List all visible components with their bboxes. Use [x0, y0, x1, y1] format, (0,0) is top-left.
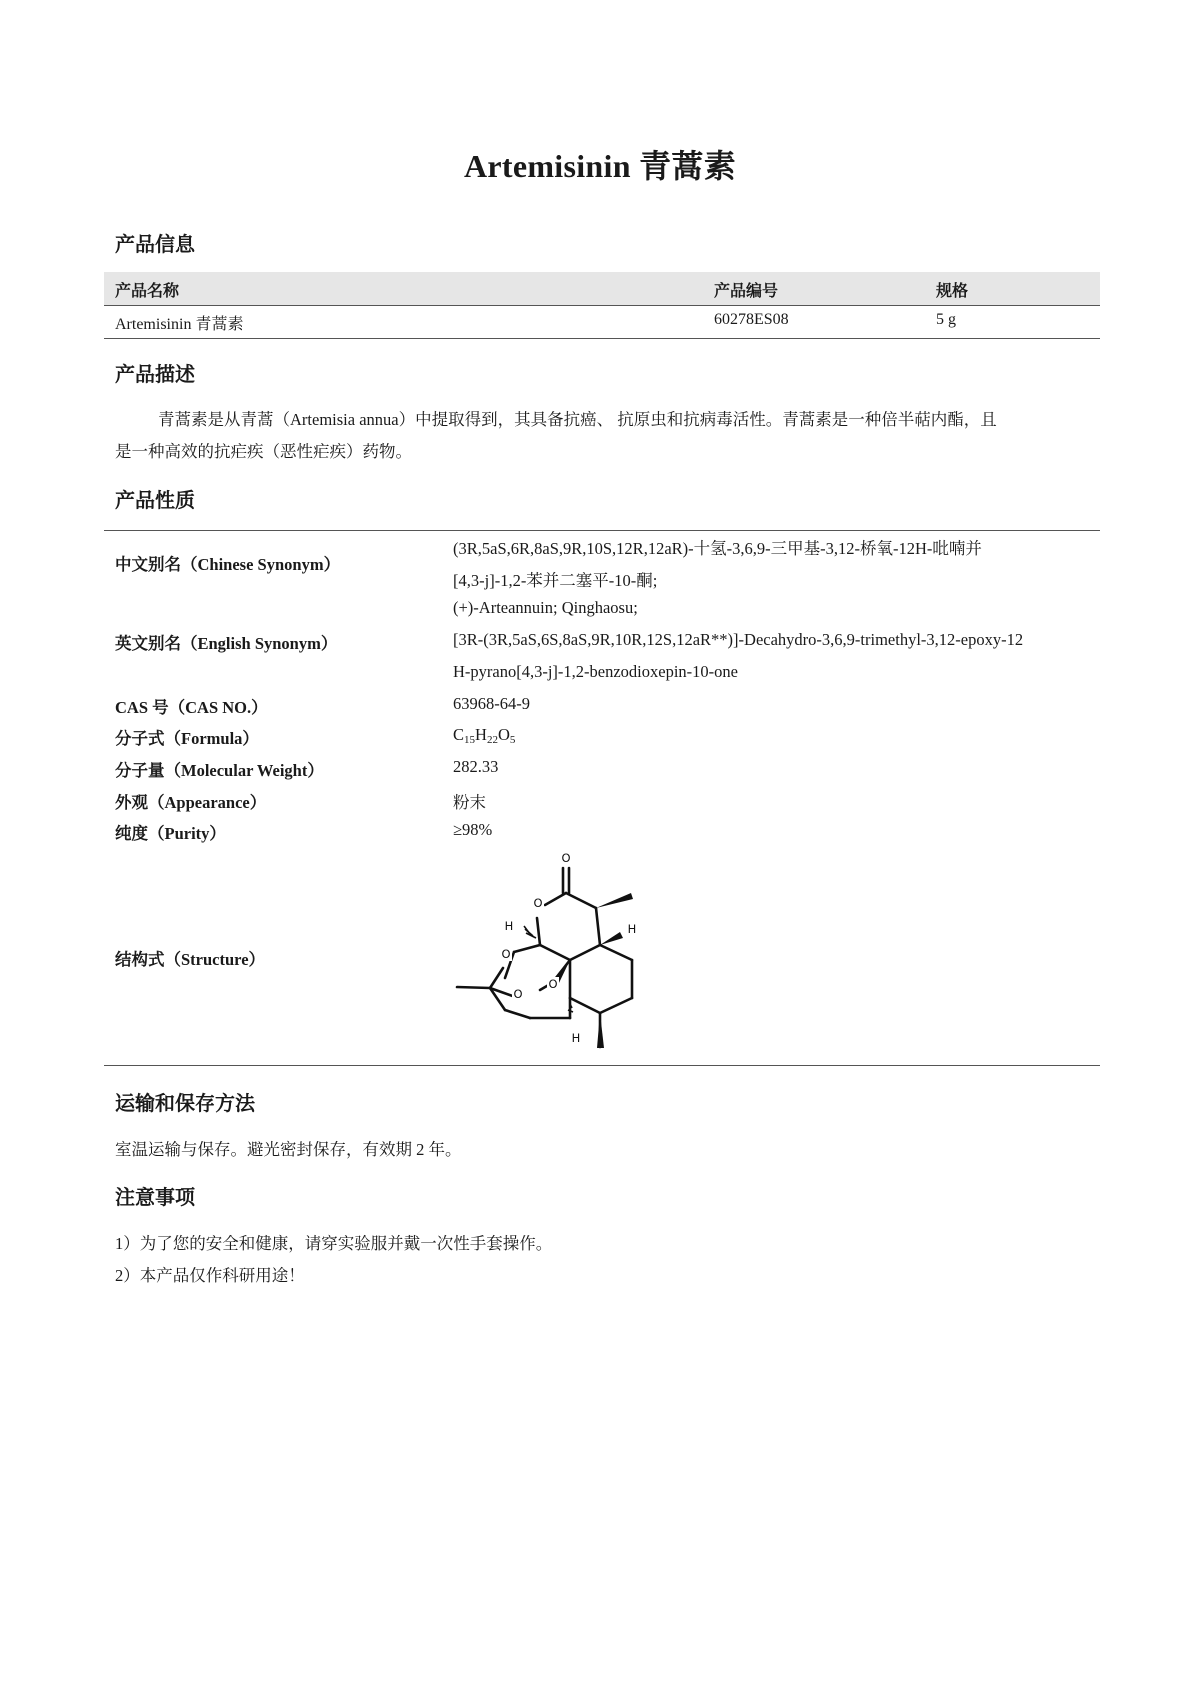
note-item-1: 1）为了您的安全和健康，请穿实验服并戴一次性手套操作。	[115, 1234, 553, 1253]
structure-label: 结构式（Structure）	[115, 950, 266, 969]
chinese-synonym-label: 中文别名（Chinese Synonym）	[115, 555, 341, 574]
atom-o-lactone: O	[533, 896, 543, 910]
table-bottom-rule	[104, 338, 1100, 339]
atom-o-ether: O	[501, 947, 511, 961]
notes-heading: 注意事项	[115, 1187, 195, 1209]
chinese-synonym-line-1: (3R,5aS,6R,8aS,9R,10S,12R,12aR)-十氢-3,6,9-三甲基-3,12-桥氧-12H-吡喃并	[453, 539, 982, 558]
atom-h-2: H	[627, 922, 637, 936]
chinese-synonym-line-2: [4,3-j]-1,2-苯并二塞平-10-酮;	[453, 571, 658, 590]
description-heading: 产品描述	[115, 364, 195, 386]
cell-product-number: 60278ES08	[714, 311, 789, 328]
artemisinin-structure-diagram	[445, 845, 650, 1060]
properties-heading: 产品性质	[115, 490, 195, 512]
purity-label: 纯度（Purity）	[115, 824, 226, 843]
properties-bottom-rule	[104, 1065, 1100, 1066]
document-title: Artemisinin 青蒿素	[463, 148, 737, 184]
mw-label: 分子量（Molecular Weight）	[115, 761, 324, 780]
english-synonym-line-3: H-pyrano[4,3-j]-1,2-benzodioxepin-10-one	[453, 662, 738, 681]
cas-label: CAS 号（CAS NO.）	[115, 698, 268, 717]
formula-label: 分子式（Formula）	[115, 729, 259, 748]
cas-value: 63968-64-9	[453, 694, 530, 713]
purity-value: ≥98%	[453, 820, 493, 839]
cell-specification: 5 g	[936, 311, 956, 328]
header-product-number: 产品编号	[714, 283, 779, 300]
header-specification: 规格	[936, 283, 969, 300]
mw-value: 282.33	[453, 757, 499, 776]
atom-o-peroxide-2: O	[548, 977, 558, 991]
description-line-2: 是一种高效的抗疟疾（恶性疟疾）药物。	[115, 442, 412, 461]
appearance-value: 粉末	[453, 793, 486, 812]
atom-o-carbonyl: O	[561, 851, 571, 865]
storage-heading: 运输和保存方法	[115, 1093, 255, 1115]
formula-value: $C_{15}H_{22}O_5$	[453, 725, 516, 746]
english-synonym-line-2: [3R-(3R,5aS,6S,8aS,9R,10R,12S,12aR**)]-Decahydro-3,6,9-trimethyl-3,12-epoxy-12	[453, 630, 1024, 649]
atom-h-3: H	[571, 1031, 581, 1045]
english-synonym-line-1: (+)-Arteannuin; Qinghaosu;	[453, 598, 638, 617]
table-header-rule	[104, 305, 1100, 306]
product-info-heading: 产品信息	[115, 234, 195, 256]
storage-text: 室温运输与保存。避光密封保存，有效期 2 年。	[115, 1140, 462, 1159]
header-product-name: 产品名称	[115, 283, 180, 300]
english-synonym-label: 英文别名（English Synonym）	[115, 634, 338, 653]
atom-o-peroxide-1: O	[513, 987, 523, 1001]
atom-h-1: H	[504, 919, 514, 933]
note-item-2: 2）本产品仅作科研用途！	[115, 1266, 305, 1285]
cell-product-name: Artemisinin 青蒿素	[115, 316, 244, 333]
properties-top-rule	[104, 530, 1100, 531]
appearance-label: 外观（Appearance）	[115, 793, 267, 812]
description-line-1: 青蒿素是从青蒿（Artemisia annua）中提取得到，其具备抗癌、 抗原虫和抗病毒活性。青蒿素是一种倍半萜内酯，且	[158, 410, 997, 429]
